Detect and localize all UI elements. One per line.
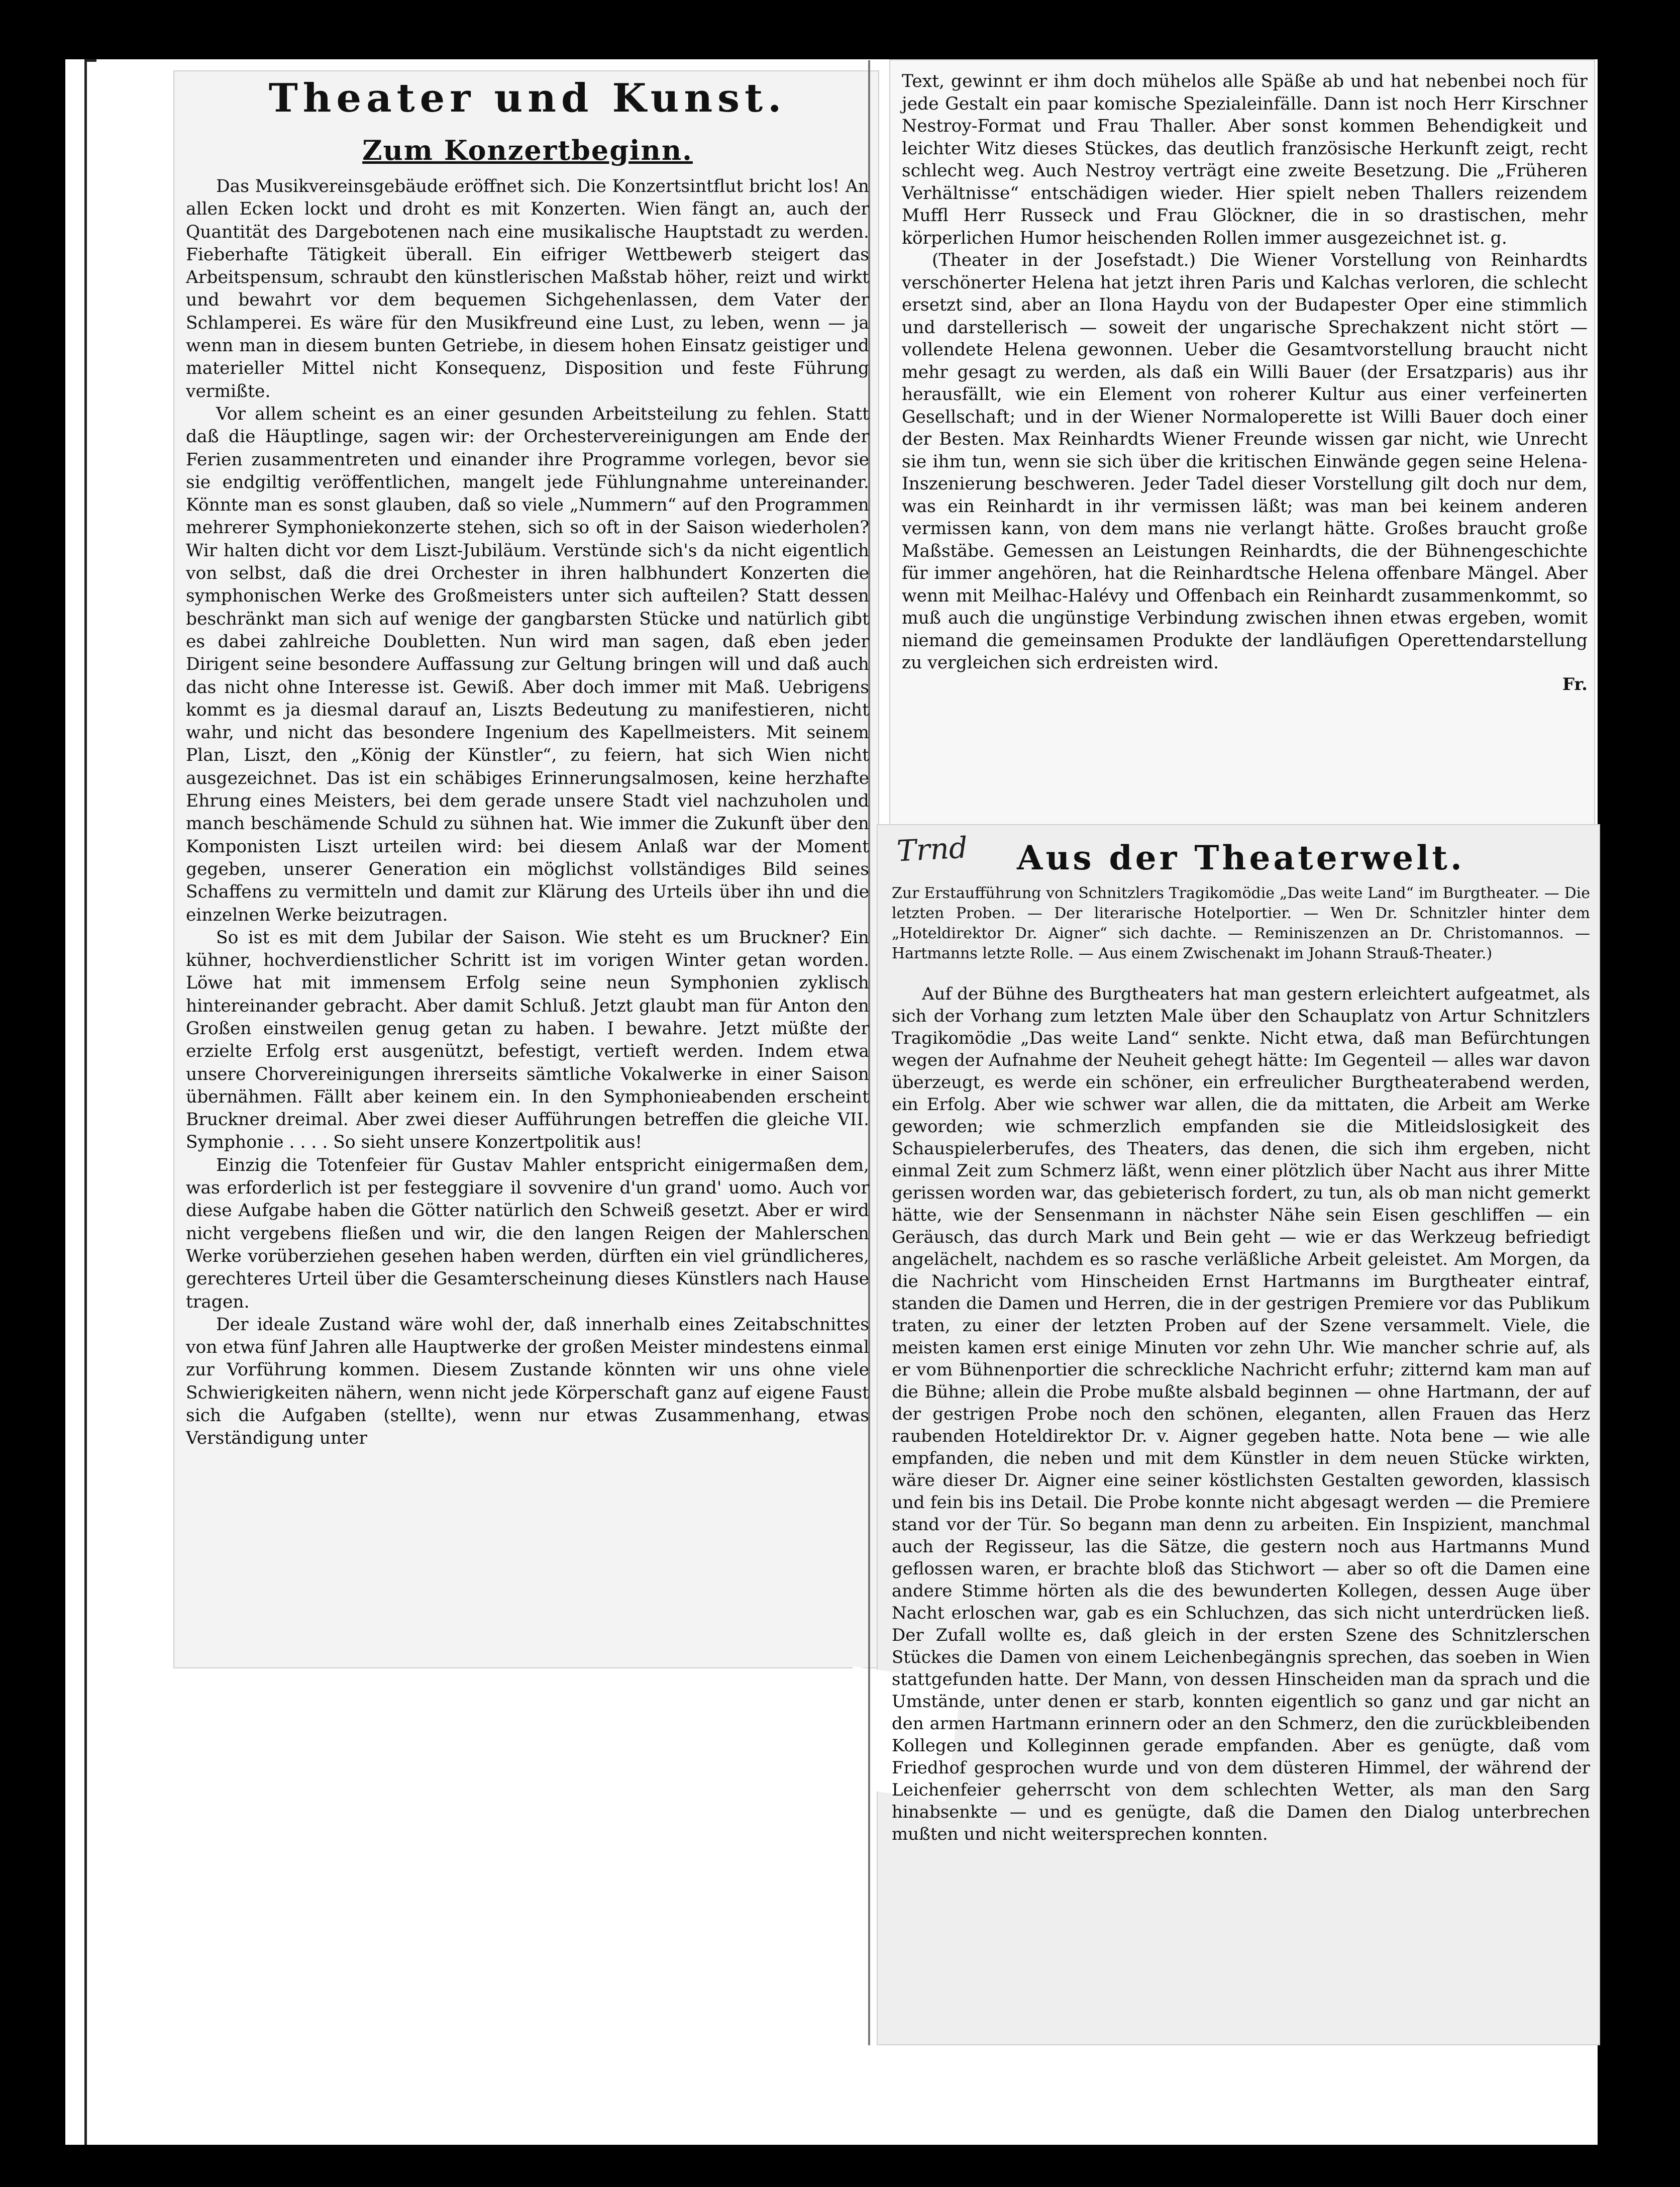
article-title-theaterwelt: Aus der Theaterwelt. [1017, 838, 1465, 877]
section-title: Theater und Kunst. [268, 75, 787, 121]
paragraph: Der ideale Zustand wäre wohl der, daß innerhalb eines Zeitabschnittes von etwa fünf Jahren alle Hauptwerke der großen Meister mindestens einmal zur Vorführung kommen. Diesem Zustande könnten wir uns ohne viele Schwierigkeiten nähern, wenn nicht jede Körperschaft ganz auf eigene Faust sich die Aufgaben (stellte), wenn nur etwas Zusammenhang, etwas Verständigung unter [186, 1314, 869, 1449]
right-column-top [902, 70, 1588, 694]
paragraph-josefstadt: (Theater in der Josefstadt.) Die Wiener Vorstellung von Reinhardts verschönerter Helena hat jetzt ihren Paris und Kalchas verloren, die schlecht ersetzt sind, aber an Ilona Haydu von der Budapester Oper eine stimmlich und darstellerisch — soweit der ungarische Sprechakzent nicht stört — vollendete Helena gewonnen. Ueber die Gesamtvorstellung braucht nicht mehr gesagt zu werden, als daß ein Willi Bauer (der Ersatzparis) aus ihr herausfällt, wie ein Element von roherer Kultur aus einer verfeinerten Gesellschaft; und in der Wiener Normaloperette ist Willi Bauer doch einer der Besten. Max Reinhardts Wiener Freunde wissen gar nicht, wie Unrecht sie ihm tun, wenn sie sich über die kritischen Einwände gegen seine Helena-Inszenierung beschweren. Jeder Tadel dieser Vorstellung gilt doch nur dem, was ein Reinhardt in ihr vermissen läßt; was man bei keinem anderen vermissen kann, von dem mans nie verlangt hätte. Großes braucht große Maßstäbe. Gemessen an Leistungen Reinhardts, die der Bühnengeschichte für immer angehören, hat die Reinhardtsche Helena offenbare Mängel. Aber wenn mit Meilhac-Halévy und Offenbach ein Reinhardt zusammenkommt, so muß auch die ungünstige Verbindung zwischen ihnen etwas ergeben, womit niemand die gemeinsamen Produkte der landläufigen Operettendarstellung zu vergleichen sich erdreisten wird. [902, 250, 1588, 673]
heading-row [892, 830, 1590, 879]
paragraph: Einzig die Totenfeier für Gustav Mahler entspricht einigermaßen dem, was erforderlich ist per festeggiare il sovvenire d'un grand' uomo. Auch vor diese Aufgabe haben die Götter natürlich den Schweiß gesetzt. Aber er wird nicht vergebens fließen und wir, die den langen Reigen der Mahlerschen Werke vorüberziehen gesehen haben werden, dürften ein viel gründlicheres, gerechteres Urteil über die Gesamterscheinung dieses Künstlers nach Hause tragen. [186, 1155, 869, 1312]
article-body-theaterwelt [892, 983, 1590, 1845]
paragraph: Vor allem scheint es an einer gesunden Arbeitsteilung zu fehlen. Statt daß die Häuptlinge, sagen wir: der Orchestervereinigungen am Ende der Ferien zusammentreten und einander ihre Programme vorlegen, bevor sie sie endgiltig veröffentlichen, mangelt jede Fühlungnahme untereinander. Könnte man es sonst glauben, daß so viele „Nummern“ auf den Programmen mehrerer Symphoniekonzerte stehen, sich so oft in der Saison wiederholen? Wir halten dicht vor dem Liszt-Jubiläum. Verstünde sich's da nicht eigentlich von selbst, daß die drei Orchester in ihren halbhundert Konzerten die symphonischen Werke des Großmeisters unter sich aufteilen? Statt dessen beschränkt man sich auf wenige der gangbarsten Stücke und natürlich gibt es dabei zahlreiche Doubletten. Nun wird man sagen, daß eben jeder Dirigent seine besondere Auffassung zur Geltung bringen will und daß auch das nicht ohne Interesse ist. Gewiß. Aber doch immer mit Maß. Uebrigens kommt es ja diesmal darauf an, Liszts Bedeutung zu manifestieren, nicht wahr, und nicht das besondere Ingenium des Kapellmeisters. Mit seinem Plan, Liszt, den „König der Künstler“, zu feiern, hat sich Wien nicht ausgezeichnet. Das ist ein schäbiges Erinnerungsalmosen, keine herzhafte Ehrung eines Meisters, bei dem gerade unsere Stadt viel nachzuholen und manch beschämende Schuld zu sühnen hat. Wie immer die Zukunft über den Komponisten Liszt urteilen wird: bei diesem Anlaß war der Moment gegeben, unserer Generation ein möglichst vollständiges Bild seines Schaffens zu vermitteln und damit zur Klärung des Urteils über ihn und die einzelnen Werke beizutragen. [186, 404, 869, 925]
left-margin-tick [84, 59, 96, 62]
paragraph: Auf der Bühne des Burgtheaters hat man gestern erleichtert aufgeatmet, als sich der Vorhang zum letzten Male über den Schauplatz von Artur Schnitzlers Tragikomödie „Das weite Land“ senkte. Nicht etwa, daß man Befürchtungen wegen der Aufnahme der Neuheit gehegt hätte: Im Gegenteil — alles war davon überzeugt, es werde ein schöner, ein erfreulicher Burgtheaterabend werden, ein Erfolg. Aber wie schwer war allen, die da mittaten, die Arbeit am Werke geworden; wie schmerzlich empfanden sie die Mitleidslosigkeit des Schauspielerberufes, des Theaters, das denen, die sich ihm ergeben, nicht einmal Zeit zum Schmerz läßt, wenn einer plötzlich über Nacht aus ihrer Mitte gerissen worden war, das gebieterisch fordert, zu tun, als ob man nicht gemerkt hätte, wie der Sensenmann in nächster Nähe sein Eisen geschliffen — ein Geräusch, das durch Mark und Bein geht — wie er das Werkzeug befriedigt angelächelt, nachdem es so rasche verläßliche Arbeit geleistet. Am Morgen, da die Nachricht vom Hinscheiden Ernst Hartmanns im Burgtheater eintraf, standen die Damen und Herren, die in der gestrigen Premiere vor das Publikum traten, zu einer der letzten Proben auf der Szene versammelt. Viele, die meisten kamen erst einige Minuten vor zehn Uhr. Wie mancher schrie auf, als er vom Bühnenportier die schreckliche Nachricht erfuhr; zitternd kam man auf die Bühne; allein die Probe mußte alsbald beginnen — ohne Hartmann, der auf der gestrigen Probe noch den schönen, eleganten, allen Frauen das Herz raubenden Hoteldirektor Dr. v. Aigner gegeben hatte. Nota bene — wie alle empfanden, die neben und mit dem Künstler in dem neuen Stücke wirkten, wäre dieser Dr. Aigner eine seiner köstlichsten Gestalten geworden, klassisch und fein bis ins Detail. Die Probe konnte nicht abgesagt werden — die Premiere stand vor der Tür. So begann man denn zu arbeiten. Ein Inspizient, manchmal auch der Regisseur, las die Sätze, die gestern noch aus Hartmanns Mund geflossen waren, er brachte bloß das Stichwort — aber so oft die Damen eine andere Stimme hörten als die des bewunderten Kollegen, dessen Auge über Nacht erloschen war, gab es ein Schluchzen, das sich nicht unterdrücken ließ. Der Zufall wollte es, daß gleich in der ersten Szene des Schnitzlerschen Stückes die Damen von einem Leichenbegängnis sprechen, das soeben in Wien stattgefunden hatte. Der Mann, von dessen Hinscheiden man da sprach und die Umstände, unter denen er starb, konnten eigentlich so ganz und gar nicht an den armen Hartmann erinnern oder an den Schmerz, den die zurückbleibenden Kollegen und Kolleginnen gerade empfanden. Aber es genügte, daß vom Friedhof gesprochen wurde und von dem düsteren Himmel, der während der Leichenfeier geherrscht von dem schlechten Wetter, als man den Sarg hinabsenkte — und es genügte, daß die Damen den Dialog unterbrechen mußten und nicht weitersprechen konnten. [892, 984, 1590, 1844]
article-subheading: Zur Erstaufführung von Schnitzlers Tragikomödie „Das weite Land“ im Burgtheater. — Die letzten Proben. — Der literarische Hotelportier. — Wen Dr. Schnitzler hinter dem „Hoteldirektor Dr. Aigner“ sich dachte. — Reminiszenzen an Dr. Christomannos. — Hartmanns letzte Rolle. — Aus einem Zwischenakt im Johann Strauß-Theater.) [892, 884, 1590, 962]
left-margin-rule [84, 59, 87, 2145]
article-body-konzertbeginn [186, 175, 869, 1450]
paragraph: Text, gewinnt er ihm doch mühelos alle Späße ab und hat nebenbei noch für jede Gestalt ein paar komische Spezialeinfälle. Dann ist noch Herr Kirschner Nestroy-Format und Frau Thaller. Aber sonst kommen Behendigkeit und leichter Witz dieses Stückes, das deutlich französische Herkunft zeigt, recht schlecht weg. Auch Nestroy verträgt eine zweite Besetzung. Die „Früheren Verhältnisse“ entschädigen wieder. Hier spielt neben Thallers reizendem Muffl Herr Russeck und Frau Glöckner, die in so drastischen, mehr körperlichen Humor heischenden Rollen immer ausgezeichnet ist. g. [902, 71, 1588, 248]
article-body-theater-review [902, 70, 1588, 674]
left-column [186, 75, 869, 1450]
paragraph: Das Musikvereinsgebäude eröffnet sich. Die Konzertsintflut bricht los! An allen Ecken lockt und droht es mit Konzerten. Wien fängt an, auch der Quantität des Dargebotenen nach eine musikalische Hauptstadt zu werden. Fieberhafte Tätigkeit überall. Ein eifriger Wettbewerb steigert das Arbeitspensum, schraubt den künstlerischen Maßstab höher, reizt und wirkt und bewahrt vor dem bequemen Sichgehenlassen, dem Vater der Schlamperei. Es wäre für den Musikfreund eine Lust, zu leben, wenn — ja wenn man in diesem bunten Getriebe, in diesem hohen Einsatz geistiger und materieller Mittel nicht Konsequenz, Disposition und feste Führung vermißte. [186, 176, 869, 402]
article-title-konzertbeginn: Zum Konzertbeginn. [362, 134, 693, 166]
author-signature: Fr. [1562, 674, 1588, 694]
right-column-bottom [892, 830, 1590, 1845]
handwritten-annotation: Trnd [896, 830, 969, 868]
paragraph: So ist es mit dem Jubilar der Saison. Wie steht es um Bruckner? Ein kühner, hochverdienstlicher Schritt ist im vorigen Winter getan worden. Löwe hat mit immensem Erfolg seine neun Symphonien zyklisch hintereinander gebracht. Aber damit Schluß. Jetzt glaubt man für Anton den Großen einstweilen genug getan zu haben. I bewahre. Jetzt müßte der erzielte Erfolg erst ausgenützt, befestigt, vertieft werden. Indem etwa unsere Chorvereinigungen ihrerseits sämtliche Vokalwerke in einer Saison übernähmen. Fällt aber keinem ein. In den Symphonieabenden erscheint Bruckner dreimal. Aber zwei dieser Aufführungen betreffen die gleiche VII. Symphonie . . . . So sieht unsere Konzertpolitik aus! [186, 927, 869, 1153]
